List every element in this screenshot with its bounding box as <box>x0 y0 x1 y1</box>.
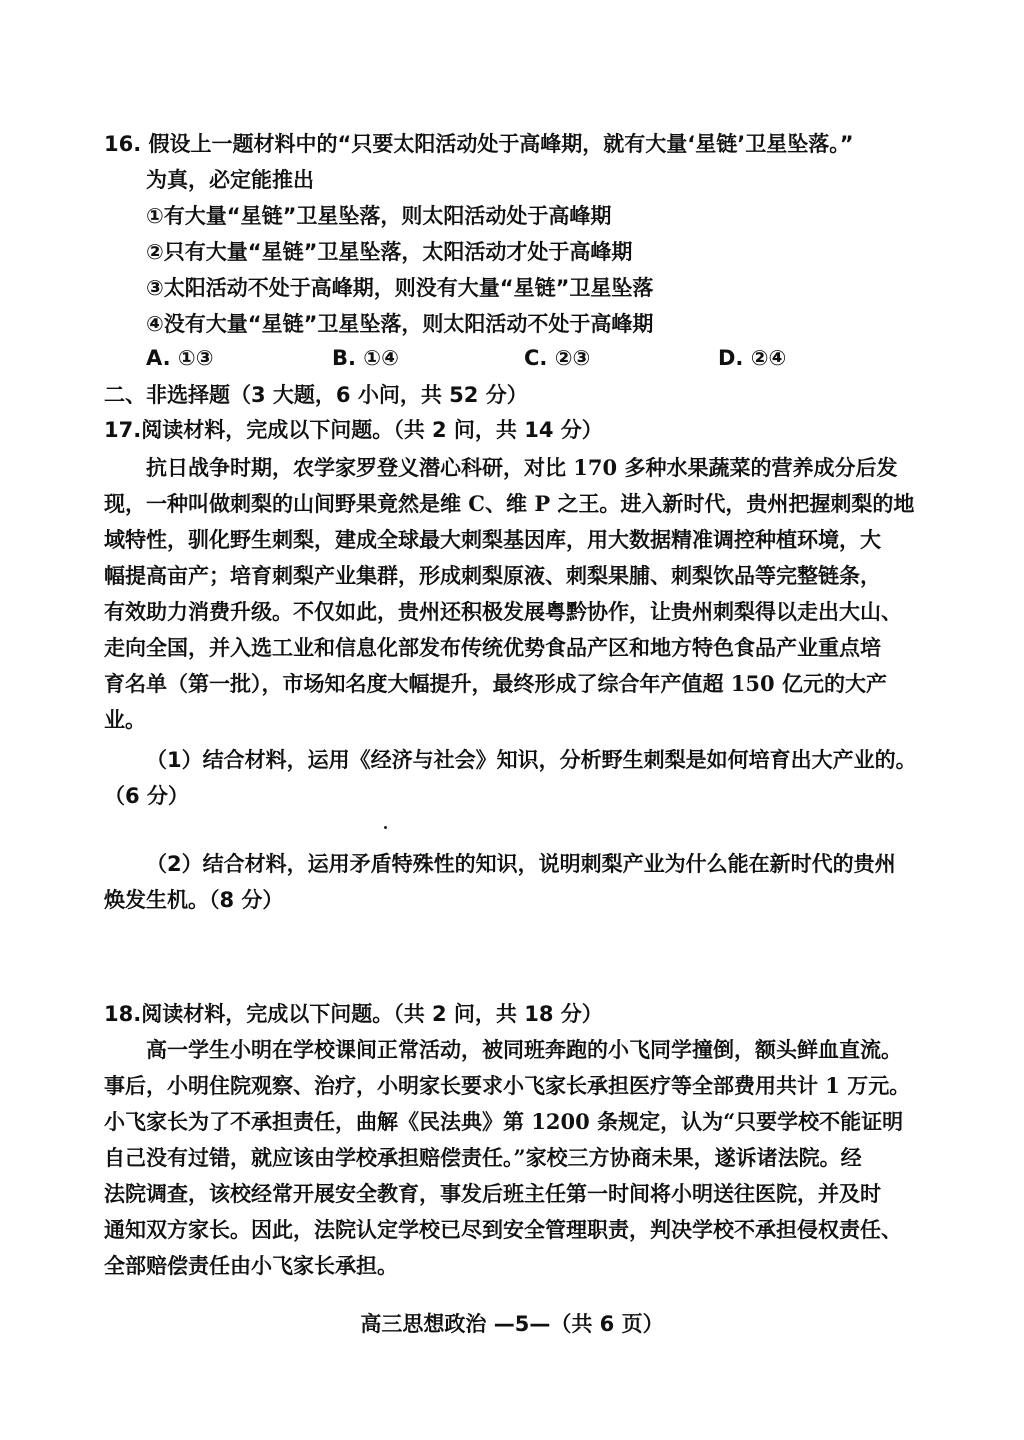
q17-subquestion-1 <box>104 742 944 814</box>
q17-material-line-6: 走向全国，并入选工业和信息化部发布传统优势食品产区和地方特色食品产业重点培 <box>104 635 881 660</box>
q18-material-line-2: 事后，小明住院观察、治疗，小明家长要求小飞家长承担医疗等全部费用共计 1 万元。 <box>104 1073 911 1098</box>
question-17-material <box>104 450 944 738</box>
q17-material-line-1: 抗日战争时期，农学家罗登义潜心科研，对比 170 多种水果蔬菜的营养成分后发 <box>146 455 898 480</box>
q16-item-4: ④没有大量“星链”卫星坠落，则太阳活动不处于高峰期 <box>146 312 654 336</box>
option-b: B. ①④ <box>332 346 399 370</box>
stray-dot <box>384 826 387 829</box>
question-17-title: 17.阅读材料，完成以下问题。（共 2 问，共 14 分） <box>104 418 603 442</box>
q18-material-line-1: 高一学生小明在学校课间正常活动，被同班奔跑的小飞同学撞倒，额头鲜血直流。 <box>146 1037 902 1062</box>
q17-material-line-3: 域特性，驯化野生刺梨，建成全球最大刺梨基因库，用大数据精准调控种植环境，大 <box>104 527 881 552</box>
option-c: C. ②③ <box>524 346 591 370</box>
q16-stem-line1: 16. 假设上一题材料中的“只要太阳活动处于高峰期，就有大量‘星链’卫星坠落。” <box>104 132 854 156</box>
q17-sub1-line2: （6 分） <box>104 784 189 808</box>
q17-sub2-line2: 焕发生机。（8 分） <box>104 888 284 912</box>
q17-sub2-line1: （2）结合材料，运用矛盾特殊性的知识，说明刺梨产业为什么能在新时代的贵州 <box>146 852 896 876</box>
option-d: D. ②④ <box>718 346 787 370</box>
q17-sub1-line1: （1）结合材料，运用《经济与社会》知识，分析野生刺梨是如何培育出大产业的。 <box>146 748 917 772</box>
q16-options <box>146 340 826 376</box>
q16-item-2: ②只有大量“星链”卫星坠落，太阳活动才处于高峰期 <box>146 240 633 264</box>
q17-material-line-8: 业。 <box>104 707 146 732</box>
q16-stem-line2: 为真，必定能推出 <box>146 168 314 192</box>
q18-material-line-3: 小飞家长为了不承担责任，曲解《民法典》第 1200 条规定，认为“只要学校不能证明 <box>104 1109 904 1134</box>
q17-material-line-2: 现，一种叫做刺梨的山间野果竟然是维 C、维 P 之王。进入新时代，贵州把握刺梨的地 <box>104 491 915 516</box>
option-a: A. ①③ <box>146 346 214 370</box>
question-16 <box>104 126 854 342</box>
page-footer: 高三思想政治 —5—（共 6 页） <box>360 1312 664 1336</box>
section-2-heading: 二、非选择题（3 大题，6 小问，共 52 分） <box>104 383 528 407</box>
q18-material-line-4: 自己没有过错，就应该由学校承担赔偿责任。”家校三方协商未果，遂诉诸法院。经 <box>104 1145 862 1170</box>
q18-material-line-6: 通知双方家长。因此，法院认定学校已尽到安全管理职责，判决学校不承担侵权责任、 <box>104 1217 902 1242</box>
q16-item-3: ③太阳活动不处于高峰期，则没有大量“星链”卫星坠落 <box>146 276 654 300</box>
q16-item-1: ①有大量“星链”卫星坠落，则太阳活动处于高峰期 <box>146 204 612 228</box>
q17-material-line-7: 育名单（第一批），市场知名度大幅提升，最终形成了综合年产值超 150 亿元的大产 <box>104 671 887 696</box>
question-18-material <box>104 1032 944 1284</box>
q18-material-line-5: 法院调查，该校经常开展安全教育，事发后班主任第一时间将小明送往医院，并及时 <box>104 1181 881 1206</box>
question-18-title: 18.阅读材料，完成以下问题。（共 2 问，共 18 分） <box>104 1002 603 1026</box>
q17-material-line-4: 幅提高亩产；培育刺梨产业集群，形成刺梨原液、刺梨果脯、刺梨饮品等完整链条， <box>104 563 881 588</box>
q17-subquestion-2 <box>104 846 944 918</box>
q17-material-line-5: 有效助力消费升级。不仅如此，贵州还积极发展粤黔协作，让贵州刺梨得以走出大山、 <box>104 599 902 624</box>
q18-material-line-7: 全部赔偿责任由小飞家长承担。 <box>104 1253 398 1278</box>
